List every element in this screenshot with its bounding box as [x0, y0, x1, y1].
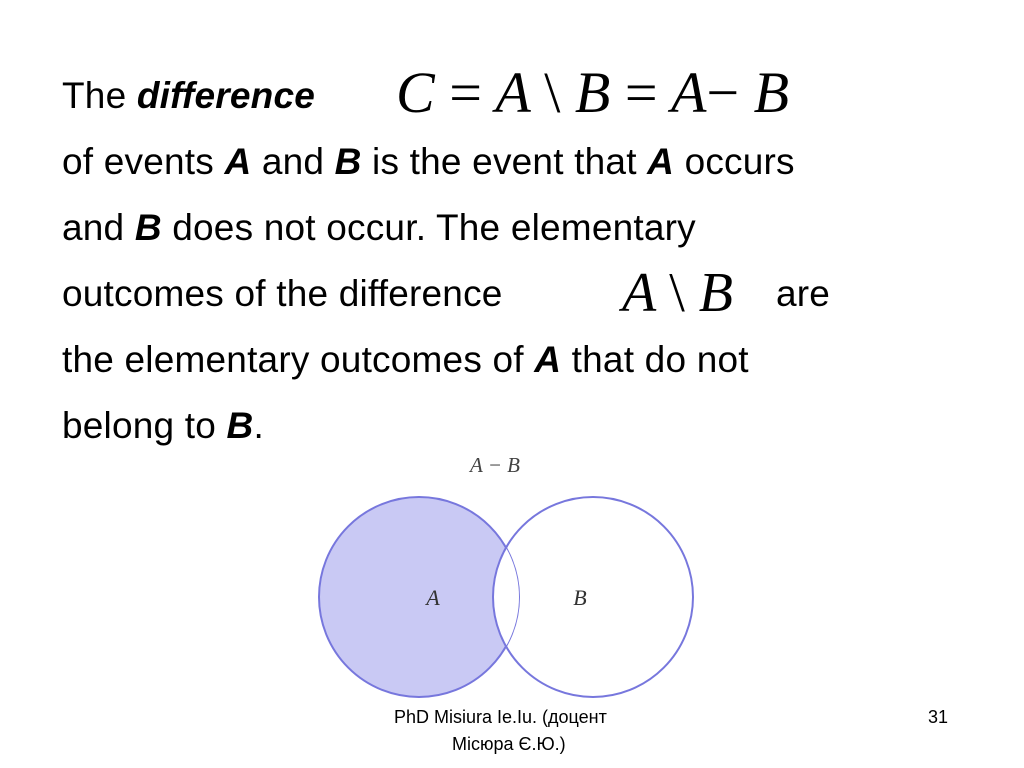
formula-minus: − — [706, 60, 740, 125]
text-line-4-end — [776, 272, 830, 316]
slide-number: 31 — [928, 707, 949, 727]
formula-equals: = — [624, 60, 658, 125]
event-a: A — [647, 141, 675, 182]
text-segment: outcomes of the difference — [62, 273, 503, 314]
formula-difference — [396, 58, 789, 128]
venn-title: A − B — [470, 453, 520, 477]
event-b: B — [334, 141, 362, 182]
text-segment: . — [253, 405, 264, 446]
text-line-2 — [62, 140, 795, 184]
formula-symbol-c: C — [396, 60, 435, 125]
venn-label-a: A — [426, 585, 440, 610]
text-line-3 — [62, 206, 696, 250]
event-a: A — [224, 141, 252, 182]
venn-circle-b — [493, 497, 693, 697]
formula-setminus: \ — [669, 262, 685, 324]
text-line-1 — [62, 74, 315, 118]
formula-symbol-b: B — [753, 60, 790, 125]
text-segment: occurs — [674, 141, 795, 182]
venn-diagram — [310, 445, 710, 715]
text-segment: belong to — [62, 405, 227, 446]
text-segment: The — [62, 75, 137, 116]
formula-a-minus-b — [622, 260, 733, 326]
text-segment: does not occur. The elementary — [161, 207, 696, 248]
text-line-5 — [62, 338, 749, 382]
footer-author-line-2: Місюра Є.Ю.) — [452, 734, 566, 754]
formula-symbol-a: A — [622, 262, 656, 324]
venn-circle-a — [319, 497, 519, 697]
footer-author-line-1: PhD Misiura Ie.Iu. (доцент — [394, 707, 607, 727]
text-segment: of events — [62, 141, 225, 182]
venn-label-b: B — [573, 585, 587, 610]
text-segment: are — [776, 273, 831, 314]
formula-setminus: \ — [544, 60, 561, 125]
event-b: B — [226, 405, 254, 446]
term-difference: difference — [136, 75, 316, 116]
formula-equals: = — [449, 60, 482, 125]
formula-symbol-b: B — [574, 60, 611, 125]
formula-symbol-a: A — [495, 60, 530, 125]
text-segment: and — [62, 207, 135, 248]
text-line-4 — [62, 272, 503, 316]
text-segment: the elementary outcomes of — [62, 339, 535, 380]
text-segment: and — [251, 141, 335, 182]
event-b: B — [134, 207, 162, 248]
formula-symbol-b: B — [698, 262, 733, 324]
event-a: A — [534, 339, 562, 380]
formula-symbol-a: A — [670, 60, 707, 125]
text-segment: that do not — [561, 339, 749, 380]
text-segment: is the event that — [361, 141, 648, 182]
text-line-6 — [62, 404, 264, 448]
